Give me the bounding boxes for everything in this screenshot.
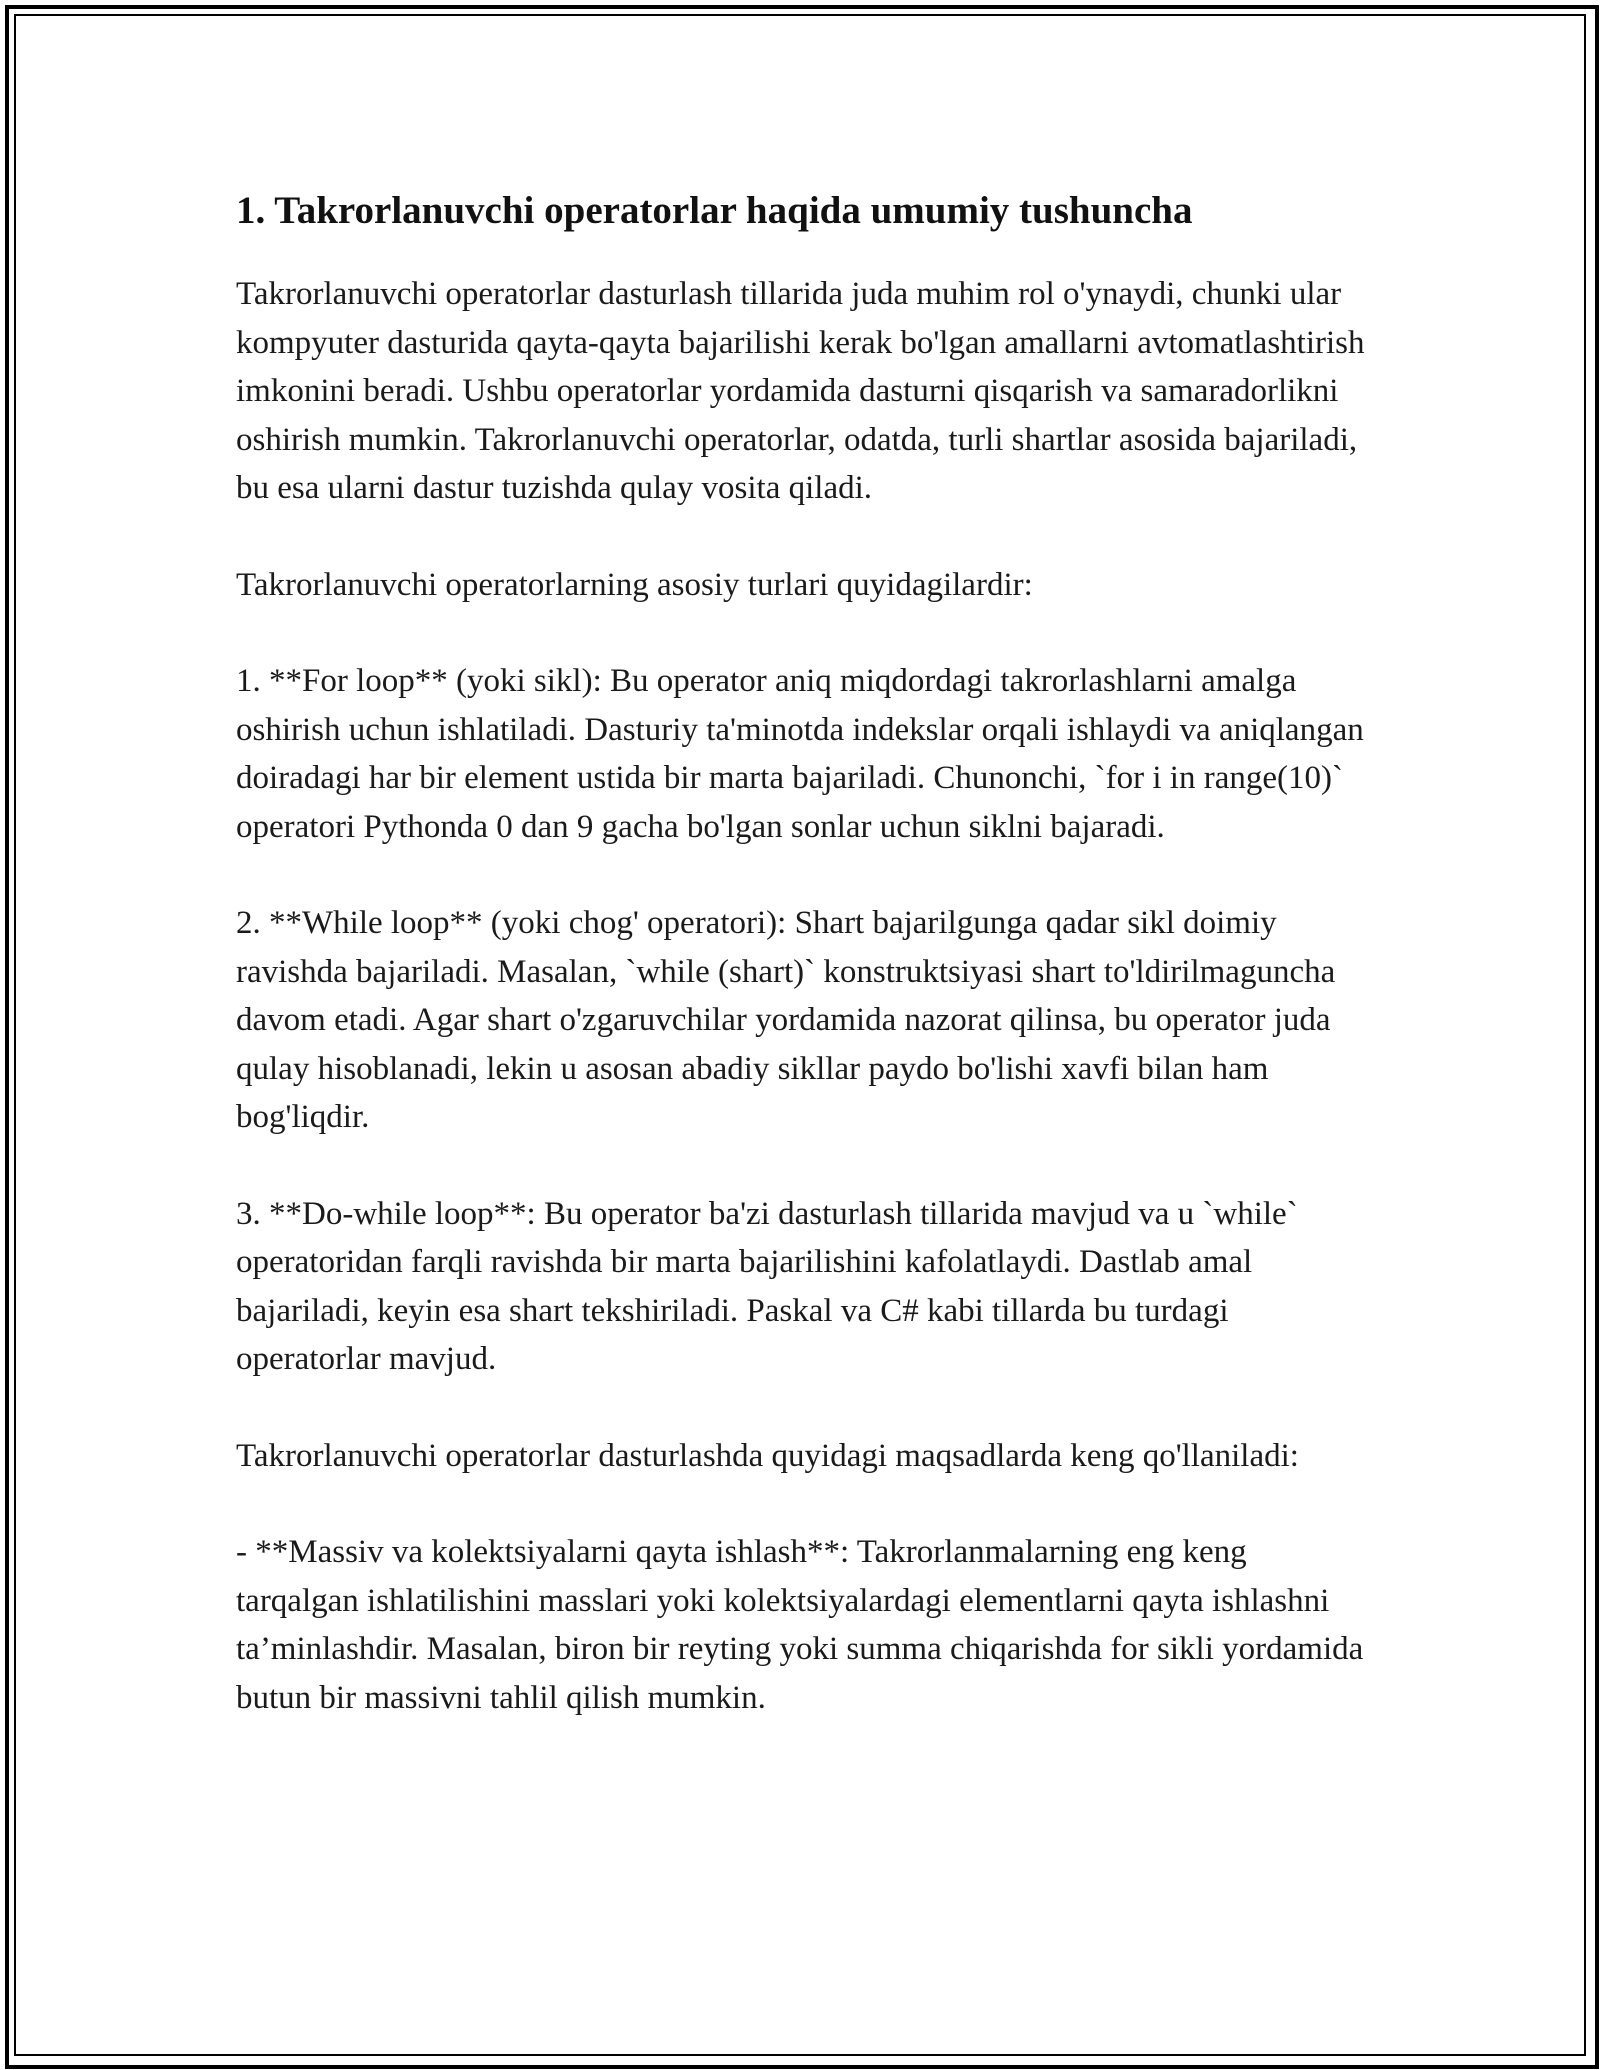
section-heading: 1. Takrorlanuvchi operatorlar haqida umumiy tushuncha <box>236 189 1193 232</box>
paragraph-do-while-loop: 3. **Do-while loop**: Bu operator ba'zi dasturlash tillarida mavjud va u `while` operatoridan farqli ravishda bir marta bajarilishini kafolatlaydi. Dastlab amal bajariladi, keyin esa shart tekshiriladi. Paskal va C# kabi tillarda bu turdagi operatorlar mavjud. <box>236 1195 1298 1377</box>
paragraph-array-processing: - **Massiv va kolektsiyalarni qayta ishlash**: Takrorlanmalarning eng keng tarqalgan ishlatilishini masslari yoki kolektsiyalardagi elementlarni qayta ishlashni ta’minlashdir. Masalan, biron bir reyting yoki summa chiqarishda for sikli yordamida butun bir massivni tahlil qilish mumkin. <box>236 1534 1364 1716</box>
paragraph-while-loop: 2. **While loop** (yoki chog' operatori): Shart bajarilgunga qadar sikl doimiy ravishda bajariladi. Masalan, `while (shart)` konstruktsiyasi shart to'ldirilmaguncha davom etadi. Agar shart o'zgaruvchilar yordamida nazorat qilinsa, bu operator juda qulay hisoblanadi, lekin u asosan abadiy sikllar paydo bo'lishi xavfi bilan ham bog'liqdir. <box>236 905 1336 1135</box>
document-body <box>236 186 1366 1722</box>
paragraph-intro: Takrorlanuvchi operatorlar dasturlash tillarida juda muhim rol o'ynaydi, chunki ular kompyuter dasturida qayta-qayta bajarilishi kerak bo'lgan amallarni avtomatlashtirish imkonini beradi. Ushbu operatorlar yordamida dasturni qisqarish va samaradorlikni oshirish mumkin. Takrorlanuvchi operatorlar, odatda, turli shartlar asosida bajariladi, bu esa ularni dastur tuzishda qulay vosita qiladi. <box>236 276 1365 506</box>
paragraph-types-intro: Takrorlanuvchi operatorlarning asosiy turlari quyidagilardir: <box>236 566 1033 603</box>
paragraph-usage-intro: Takrorlanuvchi operatorlar dasturlashda quyidagi maqsadlarda keng qo'llaniladi: <box>236 1437 1299 1474</box>
paragraph-for-loop: 1. **For loop** (yoki sikl): Bu operator aniq miqdordagi takrorlashlarni amalga oshirish uchun ishlatiladi. Dasturiy ta'minotda indekslar orqali ishlaydi va aniqlangan doiradagi har bir element ustida bir marta bajariladi. Chunonchi, `for i in range(10)` operatori Pythonda 0 dan 9 gacha bo'lgan sonlar uchun siklni bajaradi. <box>236 663 1364 845</box>
